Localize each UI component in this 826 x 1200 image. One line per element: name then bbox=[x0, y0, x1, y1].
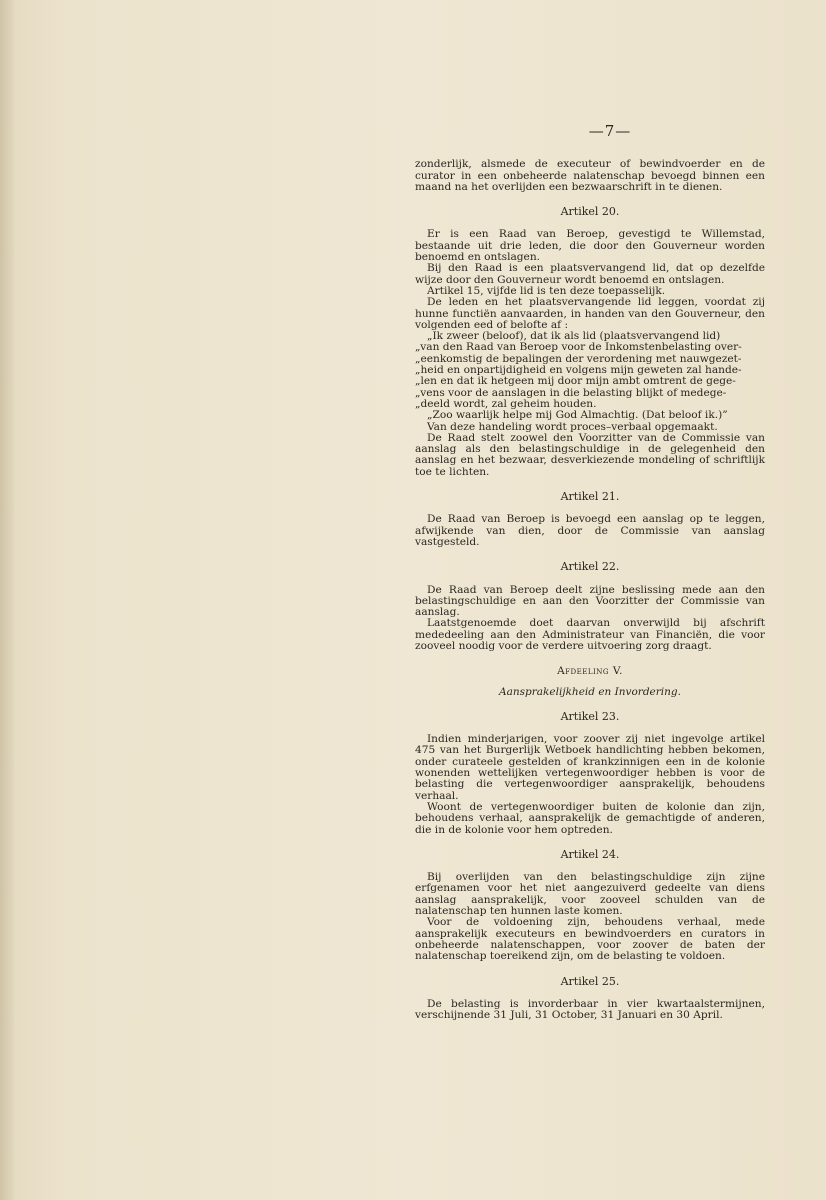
article-20-paragraph-3: Artikel 15, vijfde lid is ten deze toepasselijk. bbox=[427, 284, 666, 297]
article-20-paragraph-1: Er is een Raad van Beroep, gevestigd te Willemstad, bestaande uit drie leden, die door den Gouverneur worden benoemd en ontslagen. bbox=[415, 228, 765, 264]
article-20-paragraph-6: De Raad stelt zoowel den Voorzitter van de Commissie van aanslag als den belastingschuldige in de gelegenheid den aanslag en het bezwaar, desverkiezende mondeling of schriftlijk toe te lichten. bbox=[415, 431, 765, 478]
article-22-paragraph-1: De Raad van Beroep deelt zijne beslissing mede aan den belastingschuldige en aan den Voorzitter der Commissie van aanslag. bbox=[415, 583, 765, 619]
article-20-paragraph-4: De leden en het plaatsvervangende lid leggen, voordat zij hunne functiën aanvaarden, in handen van den Gouverneur, den volgenden eed of belofte af : bbox=[415, 296, 765, 331]
oath-line: „Ik zweer (beloof), dat ik als lid (plaatsvervangend lid) bbox=[427, 330, 721, 343]
article-24-paragraph-2: Voor de voldoening zijn, behoudens verhaal, mede aansprakelijk executeurs en bewindvoerders en curators in onbeheerde nalatenschappen, voor zoover de baten der nalatenschap toereikend zijn, om de belasting te voldoen. bbox=[415, 916, 765, 963]
article-25-paragraph-1: De belasting is invorderbaar in vier kwartaalstermijnen, verschijnende 31 Juli, 31 October, 31 Januari en 30 April. bbox=[415, 997, 765, 1022]
article-23-paragraph-2: Woont de vertegenwoordiger buiten de kolonie dan zijn, behoudens verhaal, aansprakelijk de gemachtigde of anderen, die in de kolonie voor hem optreden. bbox=[415, 800, 765, 836]
article-20-heading: Artikel 20. bbox=[560, 205, 620, 219]
page-binding-edge bbox=[0, 0, 14, 1200]
section-subtitle: Aansprakelijkheid en Invordering. bbox=[499, 685, 681, 698]
page-number: —7— bbox=[588, 122, 632, 140]
article-21-paragraph-1: De Raad van Beroep is bevoegd een aanslag op te leggen, afwijkende van dien, door de Commissie van aanslag vastgesteld. bbox=[415, 513, 765, 548]
article-22-paragraph-2: Laatstgenoemde doet daarvan onverwijld bij afschrift mededeeling aan den Administrateur van Financiën, die voor zooveel noodig voor de verdere uitvoering zorg draagt. bbox=[415, 617, 765, 652]
article-23-heading: Artikel 23. bbox=[560, 709, 620, 723]
text-column bbox=[415, 122, 765, 1022]
section-title: Afdeeling V. bbox=[557, 665, 623, 678]
article-20-paragraph-5: Van deze handeling wordt proces–verbaal opgemaakt. bbox=[427, 420, 718, 433]
oath-line: „vens voor de aanslagen in die belasting blijkt of medege- bbox=[415, 386, 727, 399]
oath-line: „heid en onpartijdigheid en volgens mijn geweten zal hande- bbox=[415, 364, 742, 377]
oath-line: „eenkomstig de bepalingen der verordening met nauwgezet- bbox=[415, 352, 742, 365]
continued-paragraph: zonderlijk, alsmede de executeur of bewindvoerder en de curator in een onbeheerde nalatenschap bevoegd binnen een maand na het overlijden een bezwaarschrift in te dienen. bbox=[415, 158, 765, 193]
article-20-paragraph-2: Bij den Raad is een plaatsvervangend lid, dat op dezelfde wijze door den Gouverneur wordt benoemd en ontslagen. bbox=[415, 262, 765, 286]
article-24-paragraph-1: Bij overlijden van den belastingschuldige zijn zijne erfgenamen voor het niet aangezuiverd gedeelte van diens aanslag aansprakelijk, voor zooveel schulden van de nalatenschap ten hunnen laste komen. bbox=[415, 871, 765, 918]
article-23-paragraph-1: Indien minderjarigen, voor zoover zij niet ingevolge artikel 475 van het Burgerlijk Wetboek handlichting hebben bekomen, onder curateele gestelden of krankzinnigen een in de kolonie wonenden wettelijken vertegenwoordiger hebben is voor de belasting die vertegenwoordiger aansprakelijk, behoudens verhaal. bbox=[415, 733, 765, 802]
oath-line: „len en dat ik hetgeen mij door mijn ambt omtrent de gege- bbox=[415, 375, 736, 388]
oath-line: „deeld wordt, zal geheim houden. bbox=[415, 397, 597, 410]
oath-line: „Zoo waarlijk helpe mij God Almachtig. (Dat beloof ik.)” bbox=[427, 409, 728, 422]
article-21-heading: Artikel 21. bbox=[560, 490, 620, 504]
article-24-heading: Artikel 24. bbox=[560, 847, 620, 861]
oath-line: „van den Raad van Beroep voor de Inkomstenbelasting over- bbox=[415, 341, 742, 354]
article-22-heading: Artikel 22. bbox=[560, 560, 620, 574]
article-25-heading: Artikel 25. bbox=[560, 974, 620, 988]
oath-text bbox=[415, 331, 765, 421]
